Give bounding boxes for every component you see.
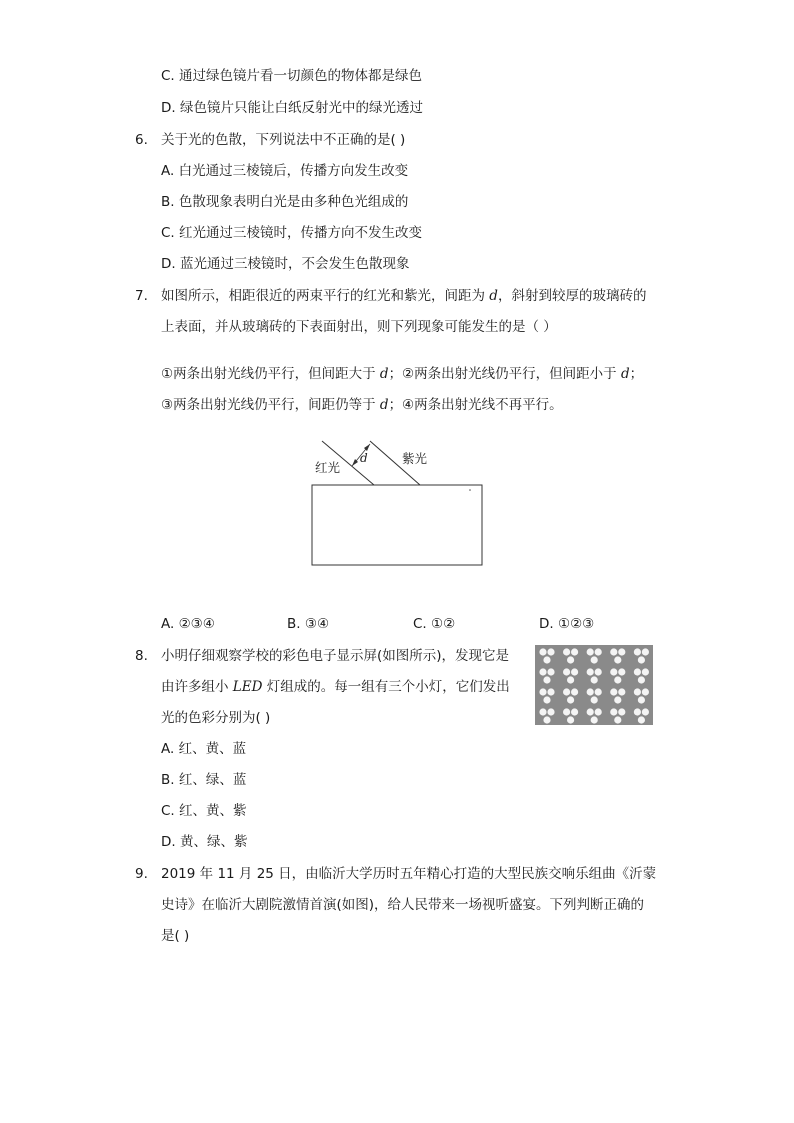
q7-statement-text: ；④两条出射光线不再平行。: [388, 397, 563, 413]
q6-option-b: B. 色散现象表明白光是由多种色光组成的: [161, 194, 409, 210]
led-dot: [563, 708, 570, 715]
q8-stem-text: 灯组成的。每一组有三个小灯，它们发出: [262, 679, 510, 695]
glass-brick: [312, 485, 482, 565]
led-dot: [591, 656, 598, 663]
led-dot: [567, 676, 574, 683]
led-dot: [543, 656, 550, 663]
led-dot: [547, 688, 554, 695]
q7-statement-text: ；②两条出射光线仍平行，但间距小于: [388, 366, 621, 382]
led-dot: [618, 688, 625, 695]
q7-option-c: C. ①②: [413, 616, 456, 632]
led-dot: [610, 648, 617, 655]
led-dot: [610, 688, 617, 695]
led-dot: [638, 696, 645, 703]
led-dot: [547, 648, 554, 655]
q7-option-a: A. ②③④: [161, 616, 215, 632]
led-dot: [539, 688, 546, 695]
q7-statement-text: ①两条出射光线仍平行，但间距大于: [161, 366, 380, 382]
led-dot: [571, 648, 578, 655]
led-dot: [595, 648, 602, 655]
q7-statement-line2: [161, 395, 563, 415]
led-dot: [571, 668, 578, 675]
q8-stem-line3: 光的色彩分别为( ): [161, 710, 271, 726]
led-dot: [614, 656, 621, 663]
led-dot: [587, 688, 594, 695]
label-d: d: [360, 451, 368, 465]
q5-option-d: D. 绿色镜片只能让白纸反射光中的绿光透过: [161, 100, 423, 116]
q7-stem-text: ，斜射到较厚的玻璃砖的: [497, 288, 647, 304]
q9-stem-line2: 史诗》在临沂大剧院激情首演(如图)，给人民带来一场视听盛宴。下列判断正确的: [161, 897, 645, 913]
q6-stem: 关于光的色散，下列说法中不正确的是( ): [161, 132, 406, 148]
led-dot: [587, 648, 594, 655]
q8-stem-text: 由许多组小: [161, 679, 233, 695]
q9-number: 9.: [135, 866, 148, 882]
led-dot: [587, 668, 594, 675]
q7-var-d: d: [379, 366, 389, 382]
led-dot: [539, 668, 546, 675]
led-dot: [539, 708, 546, 715]
led-dot: [642, 668, 649, 675]
led-dot: [595, 688, 602, 695]
q8-option-c: C. 红、黄、紫: [161, 803, 247, 819]
q6-option-a: A. 白光通过三棱镜后，传播方向发生改变: [161, 163, 409, 179]
q7-number: 7.: [135, 288, 148, 304]
q8-led-term: LED: [232, 679, 263, 695]
led-dot: [543, 696, 550, 703]
led-dot: [642, 688, 649, 695]
led-dot: [563, 648, 570, 655]
led-dot: [634, 688, 641, 695]
q7-statement-text: ③两条出射光线仍平行，间距仍等于: [161, 397, 380, 413]
q8-option-a: A. 红、黄、蓝: [161, 741, 247, 757]
led-dot: [610, 708, 617, 715]
led-dot: [571, 688, 578, 695]
led-screen-image: [535, 645, 653, 725]
q8-option-b: B. 红、绿、蓝: [161, 772, 247, 788]
dot-mark: [469, 489, 471, 491]
led-dot: [610, 668, 617, 675]
led-dot: [567, 656, 574, 663]
q8-stem-line1: 小明仔细观察学校的彩色电子显示屏(如图所示)，发现它是: [161, 648, 510, 664]
q7-statement-text: ；: [629, 366, 644, 382]
led-dot: [618, 708, 625, 715]
led-dot: [591, 716, 598, 723]
led-dot: [638, 676, 645, 683]
q7-glass-diagram: [300, 430, 500, 575]
q9-stem-line3: 是( ): [161, 928, 190, 944]
led-dot: [587, 708, 594, 715]
q6-number: 6.: [135, 132, 148, 148]
q7-stem-line2: 上表面，并从玻璃砖的下表面射出，则下列现象可能发生的是（ ）: [161, 319, 557, 335]
led-dot: [563, 668, 570, 675]
led-dot: [539, 648, 546, 655]
led-dot: [543, 716, 550, 723]
q7-var-d: d: [620, 366, 630, 382]
led-dot: [638, 716, 645, 723]
q6-option-d: D. 蓝光通过三棱镜时，不会发生色散现象: [161, 256, 410, 272]
label-red-light: 红光: [315, 460, 341, 475]
led-dot: [595, 668, 602, 675]
led-dot: [618, 668, 625, 675]
led-dot: [567, 696, 574, 703]
led-dot: [547, 708, 554, 715]
q8-stem-line2: [161, 677, 510, 697]
led-dot: [591, 676, 598, 683]
q7-stem-text: 如图所示，相距很近的两束平行的红光和紫光，间距为: [161, 288, 490, 304]
q7-stem-line1: [161, 286, 646, 306]
led-dot: [642, 648, 649, 655]
led-dot: [595, 708, 602, 715]
q7-var-d: d: [379, 397, 389, 413]
led-dot: [618, 648, 625, 655]
led-dot: [563, 688, 570, 695]
label-purple-light: 紫光: [402, 451, 428, 466]
led-dot: [543, 676, 550, 683]
led-dot: [634, 668, 641, 675]
led-dot: [547, 668, 554, 675]
led-dot: [614, 696, 621, 703]
led-dot: [614, 676, 621, 683]
q7-statement-line1: [161, 364, 643, 384]
led-dot: [591, 696, 598, 703]
led-dot: [614, 716, 621, 723]
led-dot: [571, 708, 578, 715]
q8-number: 8.: [135, 648, 148, 664]
led-dot: [634, 648, 641, 655]
q8-option-d: D. 黄、绿、紫: [161, 834, 248, 850]
q9-stem-line1: 2019 年 11 月 25 日，由临沂大学历时五年精心打造的大型民族交响乐组曲《沂蒙: [161, 866, 657, 882]
q7-option-b: B. ③④: [287, 616, 330, 632]
led-dot: [567, 716, 574, 723]
led-dot: [634, 708, 641, 715]
led-dot: [638, 656, 645, 663]
q5-option-c: C. 通过绿色镜片看一切颜色的物体都是绿色: [161, 68, 423, 84]
q7-var-d: d: [489, 288, 498, 304]
led-dot: [642, 708, 649, 715]
q6-option-c: C. 红光通过三棱镜时，传播方向不发生改变: [161, 225, 423, 241]
q7-option-d: D. ①②③: [539, 616, 595, 632]
